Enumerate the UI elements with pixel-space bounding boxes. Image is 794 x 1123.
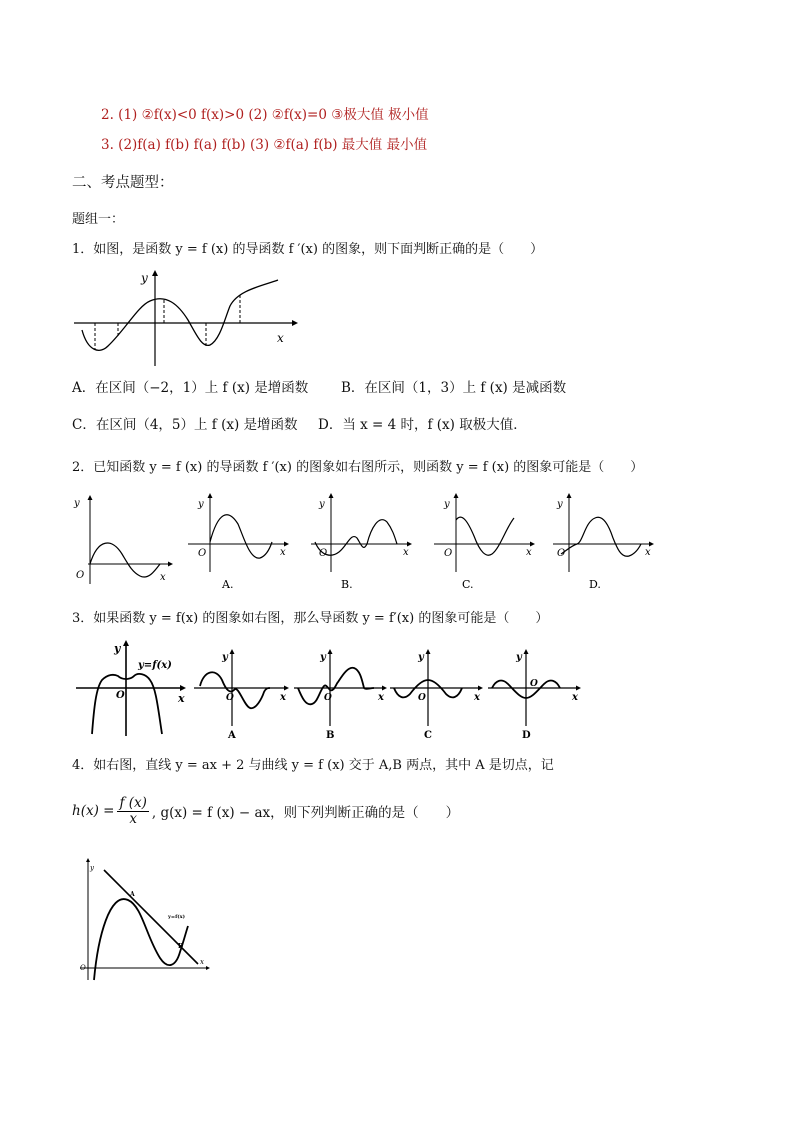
q3-option-b-graph: [290, 646, 388, 740]
q2-origin: O: [76, 570, 85, 581]
q3-label-b: B: [326, 730, 335, 740]
svg-text:x: x: [378, 692, 384, 703]
q2-option-a-graph: [180, 492, 292, 592]
q3-option-a-graph: [192, 646, 290, 740]
svg-text:y: y: [198, 499, 204, 510]
svg-text:x: x: [526, 547, 532, 558]
q1-x-arrow: [292, 320, 298, 326]
q1-x-label: x: [277, 331, 284, 345]
svg-text:x: x: [280, 692, 286, 703]
q4-curve-label: y=f(x): [168, 914, 185, 920]
q2-label-b: B.: [341, 578, 353, 591]
q4-frac-numerator: f (x): [119, 795, 147, 811]
q3-option-c-graph: [388, 646, 486, 740]
q1-derivative-curve: [82, 280, 278, 350]
svg-text:x: x: [403, 547, 409, 558]
svg-text:O: O: [226, 693, 234, 703]
svg-text:O: O: [530, 679, 538, 689]
q2-derivative-curve: [90, 543, 160, 577]
svg-text:x: x: [200, 958, 204, 966]
q4-frac-denominator: x: [129, 810, 137, 827]
svg-text:O: O: [418, 693, 426, 703]
q2-x-label: x: [160, 572, 166, 583]
svg-text:y: y: [114, 642, 121, 655]
q3-curve-label: y=f(x): [138, 660, 172, 671]
q1-option-a: A．在区间（−2，1）上 f (x) 是增函数: [72, 380, 309, 396]
q2-derivative-graph: [70, 492, 176, 588]
q4-point-a: A: [130, 891, 135, 898]
svg-text:O: O: [319, 548, 328, 559]
svg-text:y: y: [444, 499, 450, 510]
q4-fraction: [117, 796, 148, 827]
svg-text:y: y: [516, 652, 522, 663]
q2-label-a: A.: [222, 578, 234, 591]
q1-stem: 1．如图，是函数 y = f (x) 的导函数 f ′(x) 的图象，则下面判断正确的是（ ）: [72, 242, 544, 257]
q4-point-b: B: [178, 943, 184, 950]
q2-label-d: D.: [589, 578, 601, 591]
q2-y-label: y: [74, 498, 80, 509]
svg-text:O: O: [80, 964, 86, 972]
q3-function-graph: [74, 638, 190, 738]
q3-stem: 3．如果函数 y = f(x) 的图象如右图，那么导函数 y = f′(x) 的图象可能是（ ）: [72, 611, 549, 626]
svg-text:O: O: [444, 548, 453, 559]
svg-text:y: y: [90, 864, 94, 872]
svg-text:y: y: [418, 652, 424, 663]
q2-option-d-graph: [547, 492, 659, 592]
q1-y-arrow: [152, 270, 158, 276]
q1-option-b: B．在区间（1，3）上 f (x) 是减函数: [341, 380, 567, 396]
svg-text:x: x: [572, 692, 578, 703]
svg-text:y: y: [557, 499, 563, 510]
q3-label-c: C: [424, 730, 432, 740]
answer-line-2: 2. (1) ②f(x)<0 f(x)>0 (2) ②f(x)=0 ③极大值 极小值: [101, 107, 429, 123]
q2-label-c: C.: [462, 578, 474, 591]
q1-option-c: C．在区间（4，5）上 f (x) 是增函数: [72, 417, 298, 433]
svg-text:x: x: [645, 547, 651, 558]
svg-text:x: x: [280, 547, 286, 558]
q4-formula: [72, 796, 459, 827]
svg-text:O: O: [557, 548, 566, 559]
svg-text:O: O: [116, 690, 125, 701]
q3-option-d-graph: [484, 646, 582, 740]
svg-text:y: y: [222, 652, 228, 663]
q4-formula-h: h(x) =: [72, 803, 115, 820]
q4-formula-rest: , g(x) = f (x) − ax，则下列判断正确的是（ ）: [151, 805, 460, 822]
svg-text:y: y: [320, 652, 326, 663]
svg-text:y: y: [319, 499, 325, 510]
q2-stem: 2．已知函数 y = f (x) 的导函数 f ′(x) 的图象如右图所示，则函数 y = f (x) 的图象可能是（ ）: [72, 460, 644, 475]
section-title: 二、考点题型：: [72, 175, 174, 191]
q4-graph: [76, 856, 216, 982]
svg-text:x: x: [178, 692, 185, 705]
svg-text:O: O: [198, 548, 207, 559]
q1-y-label: y: [141, 271, 148, 285]
q1-option-d: D．当 x = 4 时，f (x) 取极大值．: [318, 417, 527, 433]
group-title: 题组一：: [72, 212, 125, 227]
answer-line-3: 3. (2)f(a) f(b) f(a) f(b) (3) ②f(a) f(b) 最大值 最小值: [101, 137, 428, 153]
q1-graph: [70, 268, 300, 370]
q2-option-b-graph: [305, 492, 417, 592]
q4-stem: 4．如右图，直线 y = ax + 2 与曲线 y = f (x) 交于 A,B 两点，其中 A 是切点，记: [72, 758, 554, 773]
svg-text:x: x: [474, 692, 480, 703]
svg-text:O: O: [324, 693, 332, 703]
q2-option-c-graph: [428, 492, 540, 592]
q3-label-d: D: [522, 730, 531, 740]
q3-label-a: A: [228, 730, 236, 740]
